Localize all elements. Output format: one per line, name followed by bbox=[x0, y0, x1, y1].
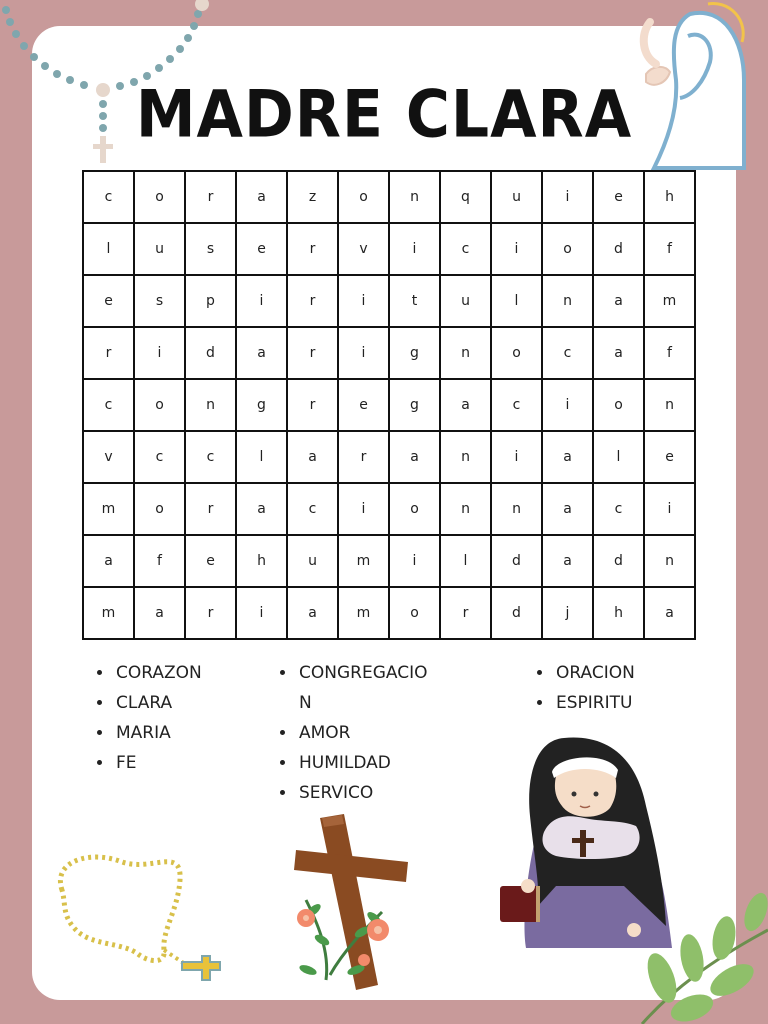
word-list-item: • CORAZON bbox=[114, 658, 202, 688]
grid-cell: e bbox=[339, 380, 390, 432]
grid-cell: o bbox=[339, 172, 390, 224]
page-title: MADRE CLARA bbox=[135, 77, 633, 153]
grid-cell: a bbox=[237, 172, 288, 224]
grid-cell: i bbox=[237, 276, 288, 328]
grid-cell: a bbox=[237, 328, 288, 380]
grid-cell: i bbox=[237, 588, 288, 640]
word-list-column-3 bbox=[532, 658, 635, 718]
grid-cell: i bbox=[645, 484, 696, 536]
grid-cell: l bbox=[441, 536, 492, 588]
grid-cell: o bbox=[135, 484, 186, 536]
grid-cell: l bbox=[237, 432, 288, 484]
word-list-item: • HUMILDAD bbox=[297, 748, 439, 778]
grid-cell: o bbox=[390, 588, 441, 640]
grid-cell: e bbox=[645, 432, 696, 484]
grid-cell: a bbox=[237, 484, 288, 536]
word-list-column-2 bbox=[275, 658, 439, 808]
grid-cell: r bbox=[288, 224, 339, 276]
grid-cell: a bbox=[543, 536, 594, 588]
grid-cell: n bbox=[441, 432, 492, 484]
grid-cell: n bbox=[441, 484, 492, 536]
grid-cell: i bbox=[339, 276, 390, 328]
grid-cell: n bbox=[543, 276, 594, 328]
grid-cell: a bbox=[594, 276, 645, 328]
grid-cell: c bbox=[288, 484, 339, 536]
grid-cell: a bbox=[543, 484, 594, 536]
grid-cell: m bbox=[84, 588, 135, 640]
grid-cell: r bbox=[186, 484, 237, 536]
grid-cell: d bbox=[186, 328, 237, 380]
grid-cell: i bbox=[390, 224, 441, 276]
grid-cell: r bbox=[186, 588, 237, 640]
grid-cell: q bbox=[441, 172, 492, 224]
grid-cell: h bbox=[645, 172, 696, 224]
grid-cell: n bbox=[186, 380, 237, 432]
grid-cell: a bbox=[135, 588, 186, 640]
grid-cell: h bbox=[594, 588, 645, 640]
grid-cell: v bbox=[84, 432, 135, 484]
grid-cell: r bbox=[288, 328, 339, 380]
grid-cell: o bbox=[594, 380, 645, 432]
word-list-item: • CONGREGACION bbox=[297, 658, 439, 718]
grid-cell: i bbox=[339, 328, 390, 380]
grid-cell: i bbox=[339, 484, 390, 536]
grid-cell: v bbox=[339, 224, 390, 276]
grid-cell: r bbox=[186, 172, 237, 224]
word-list-item: • FE bbox=[114, 748, 202, 778]
grid-cell: f bbox=[135, 536, 186, 588]
rosary-bottom-icon bbox=[52, 850, 232, 990]
grid-cell: f bbox=[645, 328, 696, 380]
word-list-item: • AMOR bbox=[297, 718, 439, 748]
grid-cell: a bbox=[594, 328, 645, 380]
grid-cell: d bbox=[492, 588, 543, 640]
grid-cell: a bbox=[390, 432, 441, 484]
grid-cell: e bbox=[84, 276, 135, 328]
wooden-cross-icon bbox=[286, 810, 416, 995]
grid-cell: n bbox=[645, 380, 696, 432]
grid-cell: a bbox=[288, 588, 339, 640]
grid-cell: s bbox=[186, 224, 237, 276]
grid-cell: m bbox=[339, 536, 390, 588]
grid-cell: c bbox=[492, 380, 543, 432]
grid-cell: o bbox=[135, 172, 186, 224]
grid-cell: i bbox=[543, 380, 594, 432]
grid-cell: m bbox=[84, 484, 135, 536]
word-list-item: • SERVICO bbox=[297, 778, 439, 808]
grid-cell: g bbox=[390, 328, 441, 380]
word-list-column-1 bbox=[92, 658, 202, 778]
grid-cell: c bbox=[84, 380, 135, 432]
grid-cell: s bbox=[135, 276, 186, 328]
grid-cell: c bbox=[543, 328, 594, 380]
grid-cell: l bbox=[84, 224, 135, 276]
grid-cell: e bbox=[237, 224, 288, 276]
grid-cell: o bbox=[492, 328, 543, 380]
grid-cell: a bbox=[543, 432, 594, 484]
grid-cell: o bbox=[543, 224, 594, 276]
grid-cell: o bbox=[390, 484, 441, 536]
word-list-item: • MARIA bbox=[114, 718, 202, 748]
grid-cell: i bbox=[135, 328, 186, 380]
grid-cell: u bbox=[288, 536, 339, 588]
grid-cell: c bbox=[135, 432, 186, 484]
grid-cell: i bbox=[492, 224, 543, 276]
grid-cell: n bbox=[645, 536, 696, 588]
grid-cell: i bbox=[390, 536, 441, 588]
grid-cell: e bbox=[594, 172, 645, 224]
word-search-grid bbox=[82, 170, 696, 640]
grid-cell: n bbox=[492, 484, 543, 536]
grid-cell: a bbox=[645, 588, 696, 640]
grid-cell: c bbox=[594, 484, 645, 536]
grid-cell: a bbox=[288, 432, 339, 484]
grid-cell: i bbox=[543, 172, 594, 224]
grid-cell: j bbox=[543, 588, 594, 640]
grid-cell: n bbox=[441, 328, 492, 380]
grid-cell: g bbox=[390, 380, 441, 432]
grid-cell: u bbox=[135, 224, 186, 276]
word-list-item: • ESPIRITU bbox=[554, 688, 635, 718]
grid-cell: a bbox=[441, 380, 492, 432]
grid-cell: r bbox=[288, 380, 339, 432]
grid-cell: t bbox=[390, 276, 441, 328]
grid-cell: c bbox=[441, 224, 492, 276]
word-list-item: • CLARA bbox=[114, 688, 202, 718]
grid-cell: e bbox=[186, 536, 237, 588]
grid-cell: a bbox=[84, 536, 135, 588]
grid-cell: m bbox=[645, 276, 696, 328]
grid-cell: n bbox=[390, 172, 441, 224]
grid-cell: f bbox=[645, 224, 696, 276]
grid-cell: r bbox=[84, 328, 135, 380]
grid-cell: u bbox=[492, 172, 543, 224]
grid-cell: o bbox=[135, 380, 186, 432]
grid-cell: r bbox=[288, 276, 339, 328]
grid-cell: i bbox=[492, 432, 543, 484]
grid-cell: r bbox=[441, 588, 492, 640]
grid-cell: l bbox=[594, 432, 645, 484]
grid-cell: c bbox=[84, 172, 135, 224]
grid-cell: r bbox=[339, 432, 390, 484]
grid-cell: d bbox=[594, 536, 645, 588]
grid-cell: h bbox=[237, 536, 288, 588]
grid-cell: c bbox=[186, 432, 237, 484]
grid-cell: z bbox=[288, 172, 339, 224]
leaves-icon bbox=[632, 890, 768, 1024]
grid-cell: d bbox=[594, 224, 645, 276]
grid-cell: m bbox=[339, 588, 390, 640]
grid-cell: p bbox=[186, 276, 237, 328]
word-list-item: • ORACION bbox=[554, 658, 635, 688]
grid-cell: g bbox=[237, 380, 288, 432]
grid-cell: d bbox=[492, 536, 543, 588]
grid-cell: l bbox=[492, 276, 543, 328]
grid-cell: u bbox=[441, 276, 492, 328]
